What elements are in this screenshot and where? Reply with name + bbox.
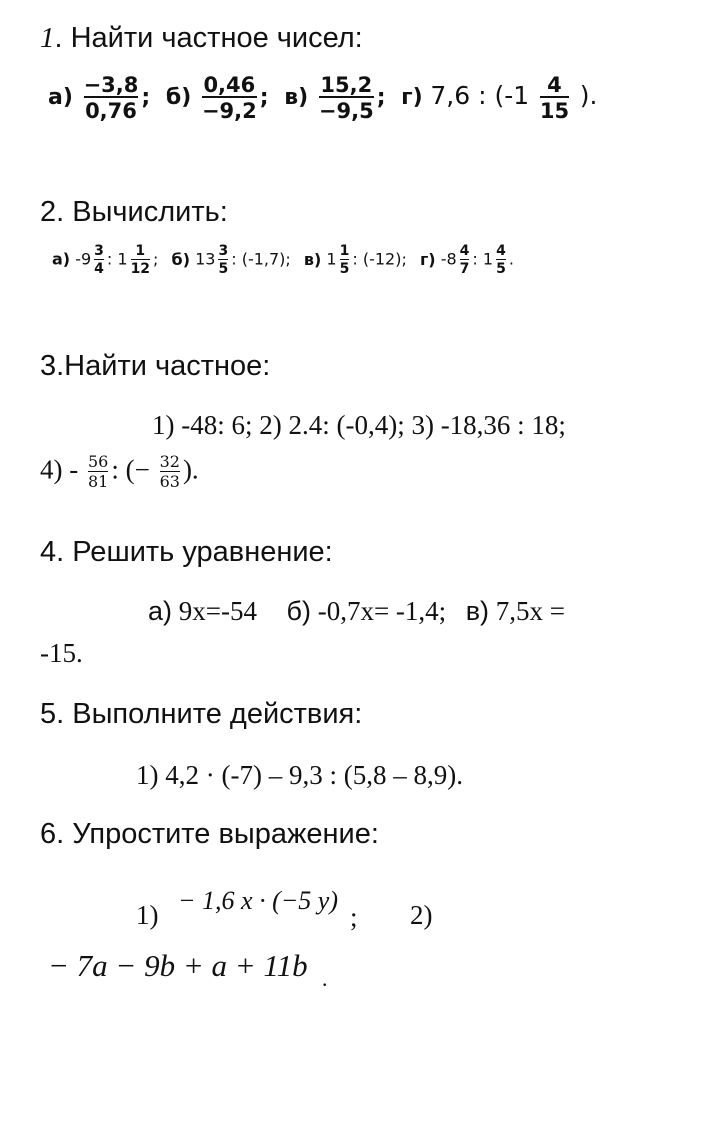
task-6-item-2-expression: − 7a − 9b + a + 11b xyxy=(48,948,308,983)
task-6-item-1-separator: ; xyxy=(350,902,358,932)
task-5-heading: 5. Выполните действия: xyxy=(40,698,363,730)
task-1-heading: 1. Найти частное чисел: xyxy=(40,22,363,54)
task-4-heading: 4. Решить уравнение: xyxy=(40,536,333,568)
fraction-56-81: $\frac{56}{81}$ xyxy=(87,452,109,491)
task-3-line-1: 1) -48: 6; 2) 2.4: (-0,4); 3) -18,36 : 18; xyxy=(152,410,566,440)
task-6-item-2-dot: . xyxy=(322,966,328,991)
task-1-items: а) $\frac{-3,8}{0,76}$ ; б) $\frac{0,46}{-9,2}$ ; в) $\frac{15,2}{-9,5}$ ; г) 7,6 : (-1 $\frac{4}{15}$ ). xyxy=(48,73,598,124)
task-6-heading: 6. Упростите выражение: xyxy=(40,818,379,850)
fraction-a: $\frac{-3,8}{0,76}$ xyxy=(83,73,139,124)
task-6-item-1-expression: − 1,6 x · (−5 y) xyxy=(178,886,338,915)
task-3-line-2: 4) - $\frac{56}{81}$ : (− $\frac{32}{63}$ ). xyxy=(40,452,199,491)
fraction-b: $\frac{0,46}{-9,2}$ xyxy=(201,73,257,124)
task-4-equations: а) 9x=-54 б) -0,7x= -1,4; в) 7,5x = xyxy=(148,596,566,626)
task-6-item-1-label: 1) xyxy=(136,900,159,930)
task-4-continuation: -15. xyxy=(40,638,83,668)
task-6-item-2-label: 2) xyxy=(410,900,433,930)
task-3-heading: 3.Найти частное: xyxy=(40,350,271,382)
fraction-v: $\frac{15,2}{-9,5}$ xyxy=(318,73,374,124)
fraction-g: $\frac{4}{15}$ xyxy=(539,73,570,124)
task-2-items: а) -9 $\frac{3}{4}$ : 1 $\frac{1}{12}$ ; б) 13 $\frac{3}{5}$ : (-1,7); в) 1 $\frac{1}{5}$ : (-12); г) -8 $\frac{4}{7}$ : 1 $\frac{4}{5}$ . xyxy=(52,243,514,277)
task-2-heading: 2. Вычислить: xyxy=(40,196,228,228)
task-5-expression: 1) 4,2 · (-7) – 9,3 : (5,8 – 8,9). xyxy=(136,760,463,790)
fraction-32-63: $\frac{32}{63}$ xyxy=(159,452,180,491)
